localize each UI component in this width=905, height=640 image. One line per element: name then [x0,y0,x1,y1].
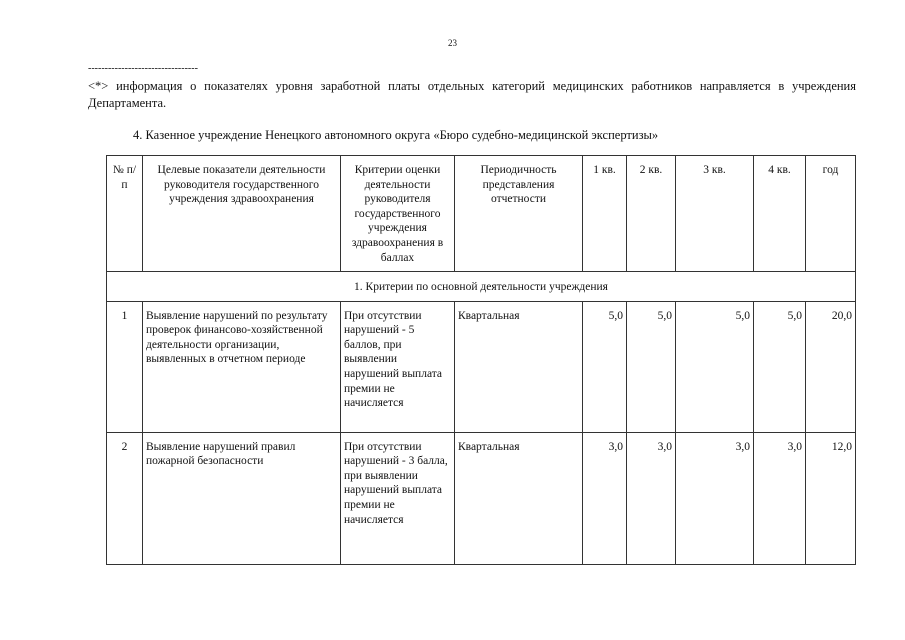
header-year: год [806,156,856,272]
header-num: № п/п [107,156,143,272]
header-indicators: Целевые показатели деятельности руководителя государственного учреждения здравоохранения [143,156,341,272]
table-row [107,432,856,564]
header-q1: 1 кв. [583,156,627,272]
row-q4: 5,0 [754,301,806,432]
row-q3: 3,0 [676,432,754,564]
row-periodicity: Квартальная [455,301,583,432]
row-indicator: Выявление нарушений правил пожарной безопасности [143,432,341,564]
header-periodicity: Периодичность представления отчетности [455,156,583,272]
row-q1: 3,0 [583,432,627,564]
footnote-text: <*> информация о показателях уровня заработной платы отдельных категорий медицинских работников направляется в учреждения Департамента. [88,79,856,110]
row-criteria: При отсутствии нарушений - 3 балла, при выявлении нарушений выплата премии не начисляется [341,432,455,564]
section-title: 4. Казенное учреждение Ненецкого автономного округа «Бюро судебно-медицинской экспертизы» [133,128,659,142]
row-q2: 5,0 [627,301,676,432]
footnote-separator: --------------------------------- [88,63,198,74]
header-q2: 2 кв. [627,156,676,272]
table-group-row [107,272,856,302]
header-criteria: Критерии оценки деятельности руководителя государственного учреждения здравоохранения в баллах [341,156,455,272]
row-q1: 5,0 [583,301,627,432]
row-num: 1 [107,301,143,432]
row-criteria: При отсутствии нарушений - 5 баллов, при выявлении нарушений выплата премии не начисляется [341,301,455,432]
row-q4: 3,0 [754,432,806,564]
row-q3: 5,0 [676,301,754,432]
row-year: 20,0 [806,301,856,432]
row-periodicity: Квартальная [455,432,583,564]
header-q4: 4 кв. [754,156,806,272]
header-q3: 3 кв. [676,156,754,272]
row-q2: 3,0 [627,432,676,564]
table-header-row [107,156,856,272]
criteria-table [106,155,856,565]
row-num: 2 [107,432,143,564]
table-row [107,301,856,432]
page-number: 23 [448,38,457,48]
row-year: 12,0 [806,432,856,564]
row-indicator: Выявление нарушений по результату проверок финансово-хозяйственной деятельности организации, выявленных в отчетном периоде [143,301,341,432]
group-label: 1. Критерии по основной деятельности учреждения [107,272,856,302]
